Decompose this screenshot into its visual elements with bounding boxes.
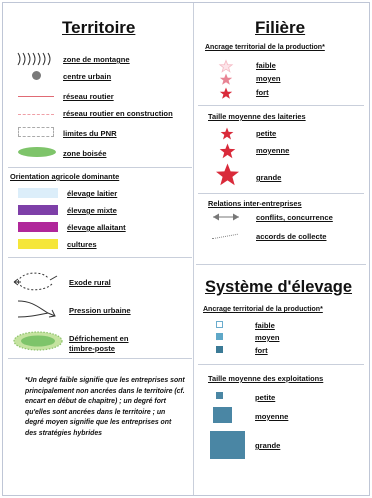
filiere-anchor-label-moyen: moyen	[256, 74, 281, 83]
separator	[8, 167, 192, 168]
systeme-size-heading: Taille moyenne des exploitations	[208, 374, 324, 383]
star-moyen-icon	[219, 73, 233, 85]
orientation-label-mixed: élevage mixte	[67, 206, 117, 215]
mountain-zone-icon	[16, 51, 56, 67]
label-urban-pressure: Pression urbaine	[69, 306, 131, 315]
label-clearing-line1: Défrichement en	[69, 334, 129, 343]
urban-center-icon	[32, 71, 41, 80]
systeme-anchor-heading: Ancrage territorial de la production*	[203, 306, 323, 313]
legend-label-urban: centre urbain	[63, 72, 112, 81]
conflict-arrow-icon	[211, 212, 241, 222]
beef-swatch	[18, 222, 58, 232]
legend-label-woodland: zone boisée	[63, 149, 107, 158]
square-small-icon	[216, 392, 223, 399]
systeme-size-label-moyenne: moyenne	[255, 412, 289, 421]
filiere-title: Filière	[255, 18, 306, 37]
star-fort-icon	[219, 87, 233, 99]
label-clearing-line2: timbre-poste	[69, 344, 115, 353]
footnote: *Un degré faible signifie que les entreprises sont principalement non ancrées dans le territoire (cf. encart en début de chapitre) ; un degré fort qu'elles sont ancrées dans le territoire ; un degré moyen signifie que les entreprises ont des stratégies hybrides	[25, 377, 185, 437]
relation-label-conflict: conflits, concurrence	[256, 213, 333, 222]
rural-exodus-icon	[14, 270, 60, 294]
separator	[198, 364, 364, 365]
systeme-size-label-petite: petite	[255, 393, 276, 402]
orientation-heading: Orientation agricole dominante	[10, 172, 120, 181]
right-section-divider	[196, 264, 366, 265]
woodland-icon	[18, 147, 56, 157]
systeme-anchor-label-moyen: moyen	[255, 333, 280, 342]
star-small-icon	[220, 127, 234, 140]
filiere-anchor-label-fort: fort	[256, 88, 269, 97]
separator	[198, 193, 364, 194]
filiere-size-label-moyenne: moyenne	[256, 146, 290, 155]
filiere-anchor-label-faible: faible	[256, 61, 276, 70]
star-large-icon	[215, 163, 240, 186]
legend-label-mountain: zone de montagne	[63, 55, 130, 64]
relation-label-collecte: accords de collecte	[256, 232, 327, 241]
territoire-title: Territoire	[62, 18, 136, 37]
legend-label-pnr: limites du PNR	[63, 129, 117, 138]
relations-heading: Relations inter-entreprises	[208, 199, 302, 208]
mixed-swatch	[18, 205, 58, 215]
square-fort-icon	[216, 346, 223, 353]
star-medium-icon	[219, 143, 236, 159]
left-footnote-divider	[8, 358, 192, 359]
pnr-limit-icon	[18, 127, 54, 137]
square-large-icon	[210, 431, 245, 459]
legend-label-road-construction: réseau routier en construction	[63, 109, 173, 118]
urban-pressure-icon	[14, 297, 58, 321]
systeme-anchor-label-fort: fort	[255, 346, 268, 355]
legend-label-road: réseau routier	[63, 92, 114, 101]
label-rural-exodus: Exode rural	[69, 278, 111, 287]
separator	[198, 105, 364, 106]
crops-swatch	[18, 239, 58, 249]
square-faible-icon	[216, 321, 223, 328]
column-divider	[193, 3, 194, 495]
square-moyen-icon	[216, 333, 223, 340]
road-icon	[18, 96, 54, 97]
square-medium-icon	[213, 407, 232, 423]
orientation-label-beef: élevage allaitant	[67, 223, 126, 232]
filiere-anchor-heading: Ancrage territorial de la production*	[205, 44, 325, 51]
filiere-size-heading: Taille moyenne des laiteries	[208, 112, 306, 121]
separator	[8, 257, 192, 258]
star-faible-icon	[219, 60, 233, 72]
filiere-size-label-petite: petite	[256, 129, 277, 138]
systeme-anchor-label-faible: faible	[255, 321, 275, 330]
orientation-label-dairy: élevage laitier	[67, 189, 118, 198]
dairy-swatch	[18, 188, 58, 198]
filiere-size-label-grande: grande	[256, 173, 282, 182]
systeme-title: Système d'élevage	[205, 278, 353, 296]
orientation-label-crops: cultures	[67, 240, 97, 249]
systeme-size-label-grande: grande	[255, 441, 281, 450]
clearing-icon	[12, 330, 64, 352]
road-construction-icon	[18, 114, 54, 115]
